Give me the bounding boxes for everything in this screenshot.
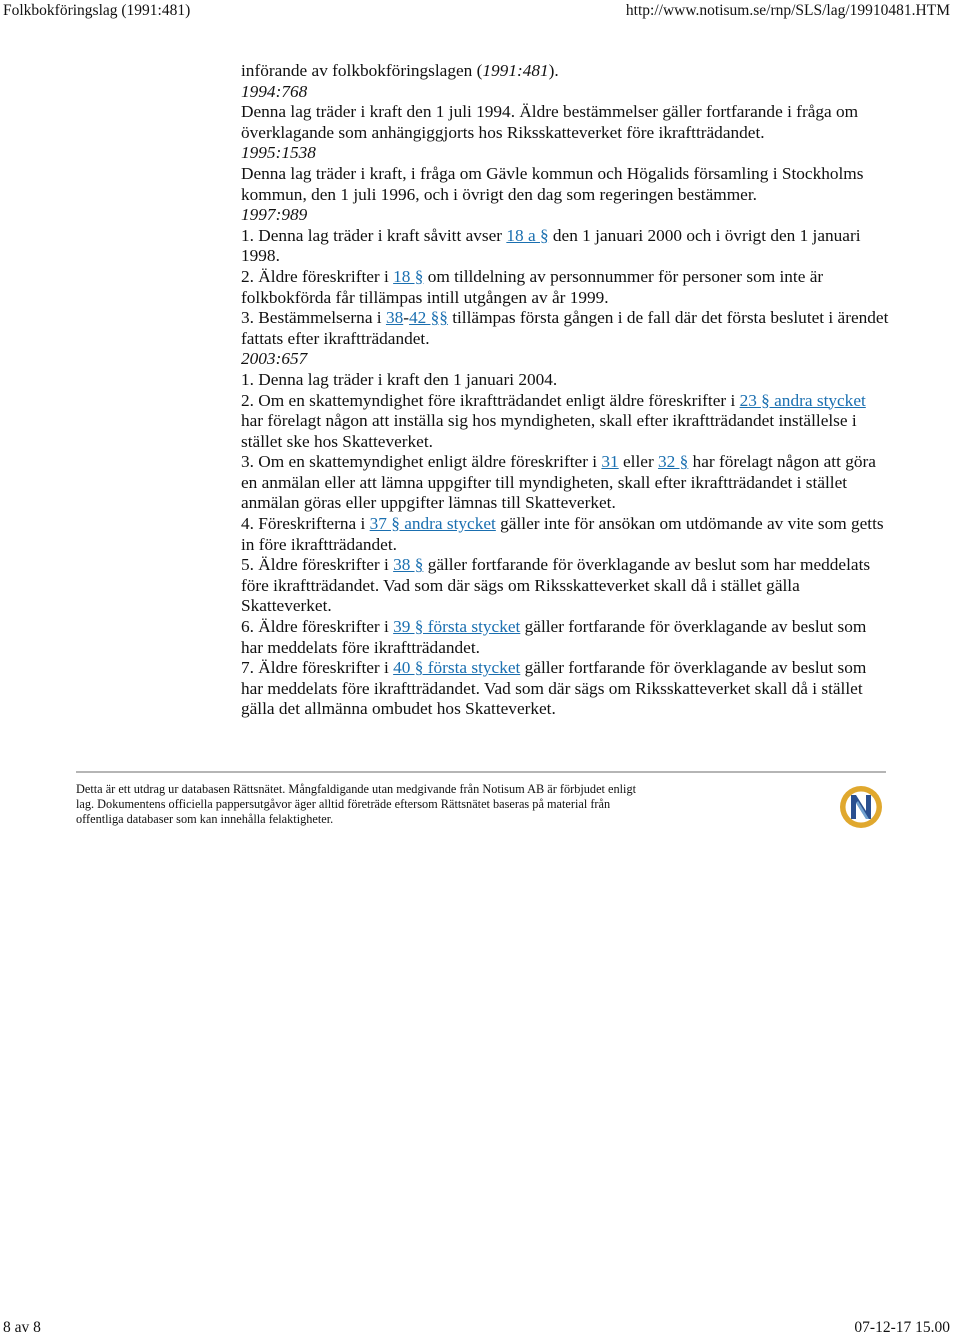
amendment-year-1994: 1994:768 xyxy=(241,81,308,101)
amendment-year-2003: 2003:657 xyxy=(241,349,308,369)
section-link-32[interactable]: 32 § xyxy=(658,452,689,472)
amendment-year-1995: 1995:1538 xyxy=(241,143,316,163)
section-link-18a[interactable]: 18 a § xyxy=(506,225,549,245)
page-number: 8 av 8 xyxy=(3,1319,41,1336)
amendment-2003-item-4: 4. Föreskrifterna i 37 § andra stycket gäller inte för ansökan om utdömande av vite som getts in före ikraftträdandet. xyxy=(241,514,884,554)
print-header-url: http://www.notisum.se/rnp/SLS/lag/19910481.HTM xyxy=(625,2,950,19)
footer-divider xyxy=(76,771,886,773)
amendment-2003-item-7: 7. Äldre föreskrifter i 40 § första stycket gäller fortfarande för överklagande av beslut som har meddelats före ikraftträdandet. Vad som där sägs om Riksskatteverket skall då i stället gälla det allmänna ombudet hos Skatteverket. xyxy=(241,658,867,719)
document-body xyxy=(241,61,891,720)
amendment-1997-item-2: 2. Äldre föreskrifter i 18 § om tilldelning av personnummer för personer som inte är folkbokförda får tillämpas intill utgången av år 1999. xyxy=(241,266,824,307)
section-link-39-forsta-stycket[interactable]: 39 § första stycket xyxy=(393,617,521,637)
section-link-40-forsta-stycket[interactable]: 40 § första stycket xyxy=(393,658,521,678)
amendment-year-1997: 1997:989 xyxy=(241,205,308,225)
amendment-2003-item-5: 5. Äldre föreskrifter i 38 § gäller fortfarande för överklagande av beslut som har meddelats före ikraftträdandet. Vad som där sägs om Riksskatteverket skall då i stället gälla Skatteverket. xyxy=(241,555,871,616)
section-link-23-andra-stycket[interactable]: 23 § andra stycket xyxy=(739,390,866,410)
section-link-31[interactable]: 31 xyxy=(601,452,619,472)
section-link-18[interactable]: 18 § xyxy=(393,266,424,286)
intro-line: införande av folkbokföringslagen (1991:481). xyxy=(241,61,559,80)
legal-disclaimer: Detta är ett utdrag ur databasen Rättsnätet. Mångfaldigande utan medgivande från Notisum AB är förbjudet enligt lag. Dokumentens officiella pappersutgåvor äger alltid företräde eftersom Rättsnätet baseras på material från offentliga databaser som kan innehålla felaktigheter. xyxy=(76,782,637,826)
amendment-2003-item-1: 1. Denna lag träder i kraft den 1 januari 2004. xyxy=(241,369,558,389)
amendment-2003-item-3: 3. Om en skattemyndighet enligt äldre föreskrifter i 31 eller 32 § har förelagt någon att göra en anmälan eller att lämna uppgifter till myndigheten, skall efter ikraftträdandet i stället anmälan göras eller uppgifter lämnas till Skatteverket. xyxy=(241,452,876,513)
section-link-38-2003[interactable]: 38 § xyxy=(393,555,424,575)
amendment-1997-item-1: 1. Denna lag träder i kraft såvitt avser 18 a § den 1 januari 2000 och i övrigt den 1 januari 1998. xyxy=(241,225,861,266)
amendment-text-1995: Denna lag träder i kraft, i fråga om Gävle kommun och Högalids församling i Stockholms kommun, den 1 juli 1996, och i övrigt den dag som regeringen bestämmer. xyxy=(241,163,864,204)
notisum-logo-icon xyxy=(838,784,884,830)
section-link-42[interactable]: 42 §§ xyxy=(408,308,448,328)
section-link-37-andra-stycket[interactable]: 37 § andra stycket xyxy=(369,514,496,534)
section-link-38[interactable]: 38 xyxy=(385,308,404,328)
amendment-2003-item-6: 6. Äldre föreskrifter i 39 § första stycket gäller fortfarande för överklagande av beslut som har meddelats före ikraftträdandet. xyxy=(241,617,867,657)
print-datetime: 07-12-17 15.00 xyxy=(854,1319,950,1336)
print-header-title: Folkbokföringslag (1991:481) xyxy=(3,2,191,19)
amendment-1997-item-3: 3. Bestämmelserna i 38-42 §§ tillämpas första gången i de fall där det första beslutet i ärendet fattats efter ikraftträdandet. xyxy=(241,308,889,348)
amendment-text-1994: Denna lag träder i kraft den 1 juli 1994. Äldre bestämmelser gäller fortfarande i fråga om överklagande som anhängiggjorts hos Riksskatteverket före ikraftträdandet. xyxy=(241,102,859,142)
amendment-2003-item-2: 2. Om en skattemyndighet före ikraftträdandet enligt äldre föreskrifter i 23 § andra stycket har förelagt någon att inställa sig hos myndigheten, skall efter ikraftträdandet inställelse i stället ske hos Skatteverket. xyxy=(241,390,866,451)
